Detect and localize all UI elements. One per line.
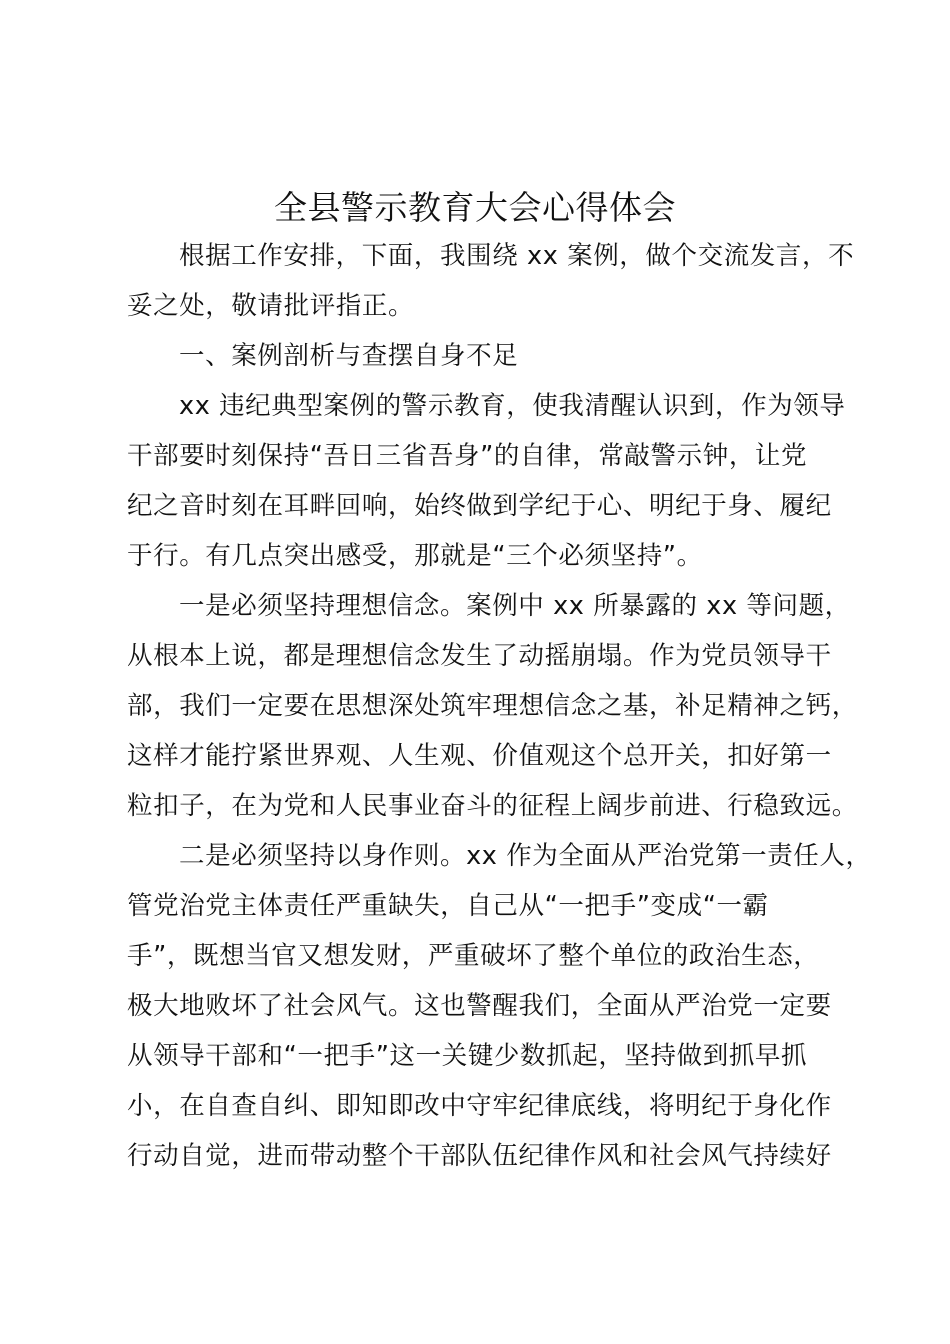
- paragraph-line: 小，在自查自纠、即知即改中守牢纪律底线，将明纪于身化作: [127, 1091, 832, 1121]
- paragraph-line: 干部要时刻保持“吾日三省吾身”的自律，常敲警示钟，让党: [127, 441, 808, 471]
- paragraph-line: 根据工作安排，下面，我围绕 xx 案例，做个交流发言，不: [179, 241, 855, 271]
- paragraph-line: 极大地败坏了社会风气。这也警醒我们，全面从严治党一定要: [127, 991, 832, 1021]
- paragraph-line: 这样才能拧紧世界观、人生观、价值观这个总开关，扣好第一: [127, 741, 832, 771]
- paragraph-line: 纪之音时刻在耳畔回响，始终做到学纪于心、明纪于身、履纪: [127, 491, 832, 521]
- paragraph-line: xx 违纪典型案例的警示教育，使我清醒认识到，作为领导: [179, 391, 846, 421]
- paragraph-line: 从根本上说，都是理想信念发生了动摇崩塌。作为党员领导干: [127, 641, 832, 671]
- paragraph-line: 一是必须坚持理想信念。案例中 xx 所暴露的 xx 等问题，: [179, 591, 851, 621]
- paragraph-line: 手”，既想当官又想发财，严重破坏了整个单位的政治生态，: [127, 941, 820, 971]
- paragraph-line: 从领导干部和“一把手”这一关键少数抓起，坚持做到抓早抓: [127, 1041, 808, 1071]
- paragraph-line: 粒扣子，在为党和人民事业奋斗的征程上阔步前进、行稳致远。: [127, 791, 858, 821]
- paragraph-line: 行动自觉，进而带动整个干部队伍纪律作风和社会风气持续好: [127, 1141, 832, 1171]
- paragraph-line: 部，我们一定要在思想深处筑牢理想信念之基，补足精神之钙，: [127, 691, 858, 721]
- section-heading: 一、案例剖析与查摆自身不足: [179, 341, 519, 371]
- paragraph-line: 管党治党主体责任严重缺失，自己从“一把手”变成“一霸: [127, 891, 769, 921]
- paragraph-line: 妥之处，敬请批评指正。: [127, 291, 415, 321]
- document-title: 全县警示教育大会心得体会: [274, 188, 676, 227]
- paragraph-line: 于行。有几点突出感受，那就是“三个必须坚持”。: [127, 541, 703, 571]
- paragraph-line: 二是必须坚持以身作则。xx 作为全面从严治党第一责任人，: [179, 841, 872, 871]
